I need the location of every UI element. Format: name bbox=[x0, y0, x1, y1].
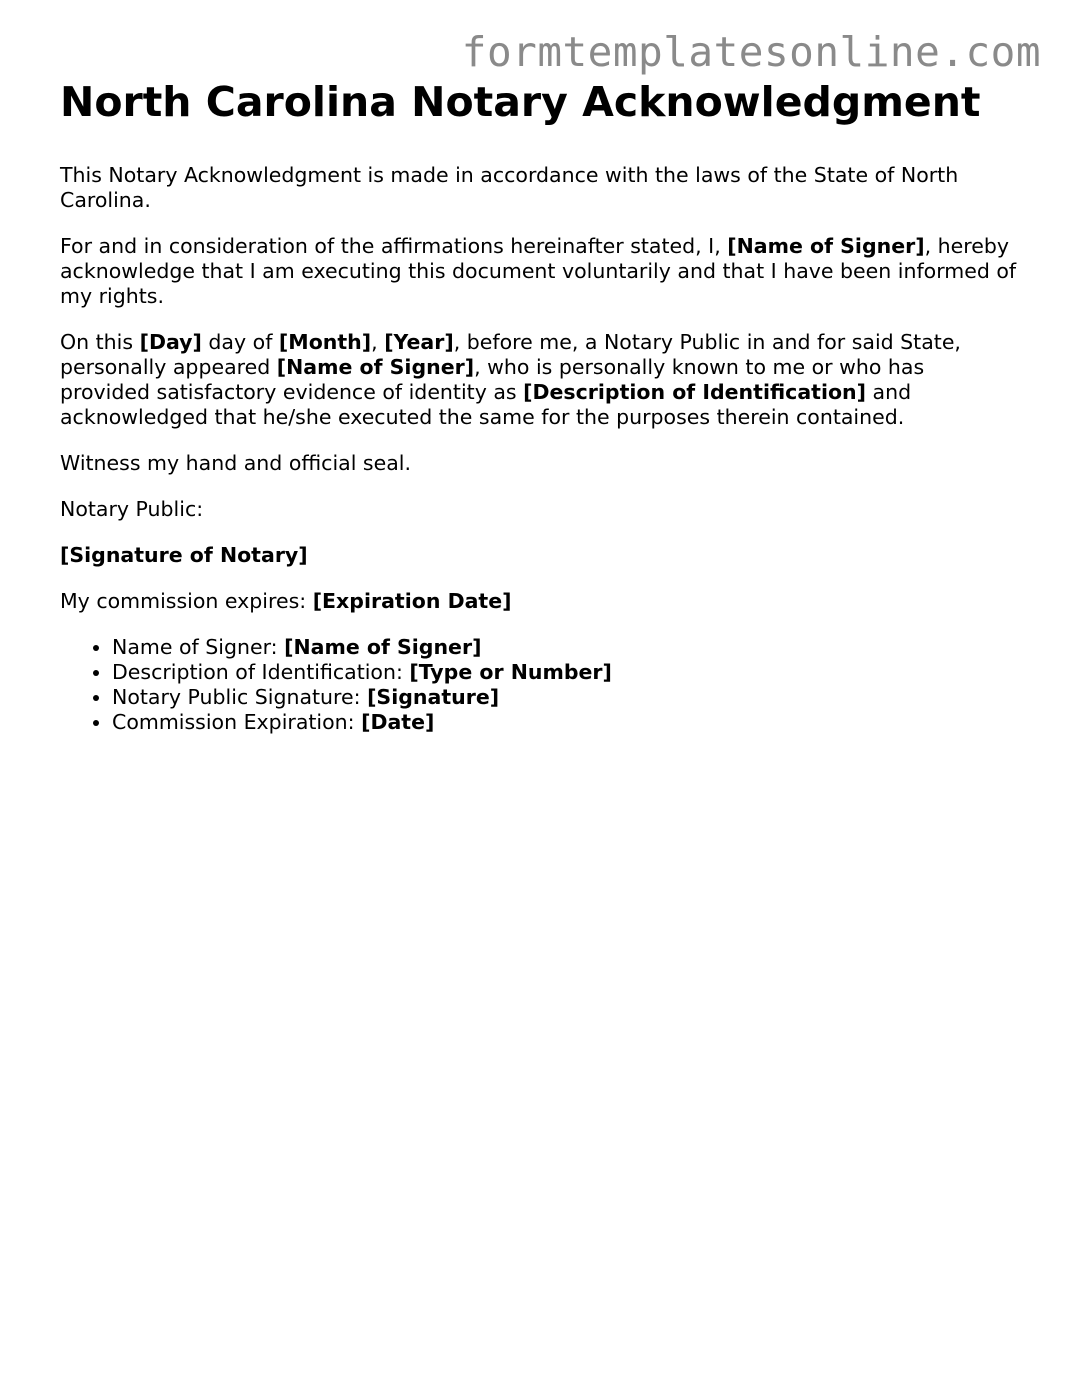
witness-statement: Witness my hand and official seal. bbox=[60, 451, 411, 475]
summary-label: Description of Identification: bbox=[112, 660, 410, 684]
summary-value: [Date] bbox=[361, 710, 435, 734]
appearance-text-2: day of bbox=[201, 330, 279, 354]
watermark: formtemplatesonline.com bbox=[461, 28, 1041, 76]
intro-paragraph: This Notary Acknowledgment is made in accordance with the laws of the State of North Carolina. bbox=[60, 163, 959, 212]
day-placeholder: [Day] bbox=[139, 330, 202, 354]
appearance-paragraph bbox=[60, 330, 1020, 430]
affirmation-paragraph bbox=[60, 234, 1020, 309]
notary-public-label: Notary Public: bbox=[60, 497, 204, 521]
commission-label: My commission expires: bbox=[60, 589, 313, 613]
list-item bbox=[112, 685, 1020, 710]
expiration-date-placeholder: [Expiration Date] bbox=[312, 589, 512, 613]
identification-placeholder: [Description of Identification] bbox=[523, 380, 867, 404]
month-placeholder: [Month] bbox=[278, 330, 372, 354]
summary-label: Notary Public Signature: bbox=[112, 685, 368, 709]
appearance-text-3: , bbox=[371, 330, 385, 354]
list-item bbox=[112, 660, 1020, 685]
affirmation-text-1: For and in consideration of the affirmations hereinafter stated, I, bbox=[60, 234, 728, 258]
summary-value: [Signature] bbox=[367, 685, 500, 709]
document-title: North Carolina Notary Acknowledgment bbox=[60, 78, 981, 126]
summary-list bbox=[60, 635, 1020, 735]
list-item bbox=[112, 710, 1020, 735]
notary-signature-placeholder: [Signature of Notary] bbox=[60, 543, 308, 567]
appearance-text-1: On this bbox=[60, 330, 140, 354]
signer-name-placeholder: [Name of Signer] bbox=[276, 355, 475, 379]
document-body bbox=[60, 78, 1020, 735]
affirmation-text-2: , hereby acknowledge that I am executing this document voluntarily and that I have been informed of my rights. bbox=[60, 234, 1017, 308]
commission-line bbox=[60, 589, 1020, 614]
signer-name-placeholder: [Name of Signer] bbox=[727, 234, 925, 258]
summary-label: Commission Expiration: bbox=[112, 710, 362, 734]
summary-label: Name of Signer: bbox=[112, 635, 285, 659]
appearance-text-6: and acknowledged that he/she executed the same for the purposes therein contained. bbox=[60, 380, 912, 429]
appearance-text-4: , before me, a Notary Public in and for said State, personally appeared bbox=[60, 330, 961, 379]
summary-value: [Name of Signer] bbox=[284, 635, 482, 659]
list-item bbox=[112, 635, 1020, 660]
year-placeholder: [Year] bbox=[384, 330, 454, 354]
summary-value: [Type or Number] bbox=[409, 660, 612, 684]
appearance-text-5: , who is personally known to me or who has provided satisfactory evidence of identity as bbox=[60, 355, 925, 404]
